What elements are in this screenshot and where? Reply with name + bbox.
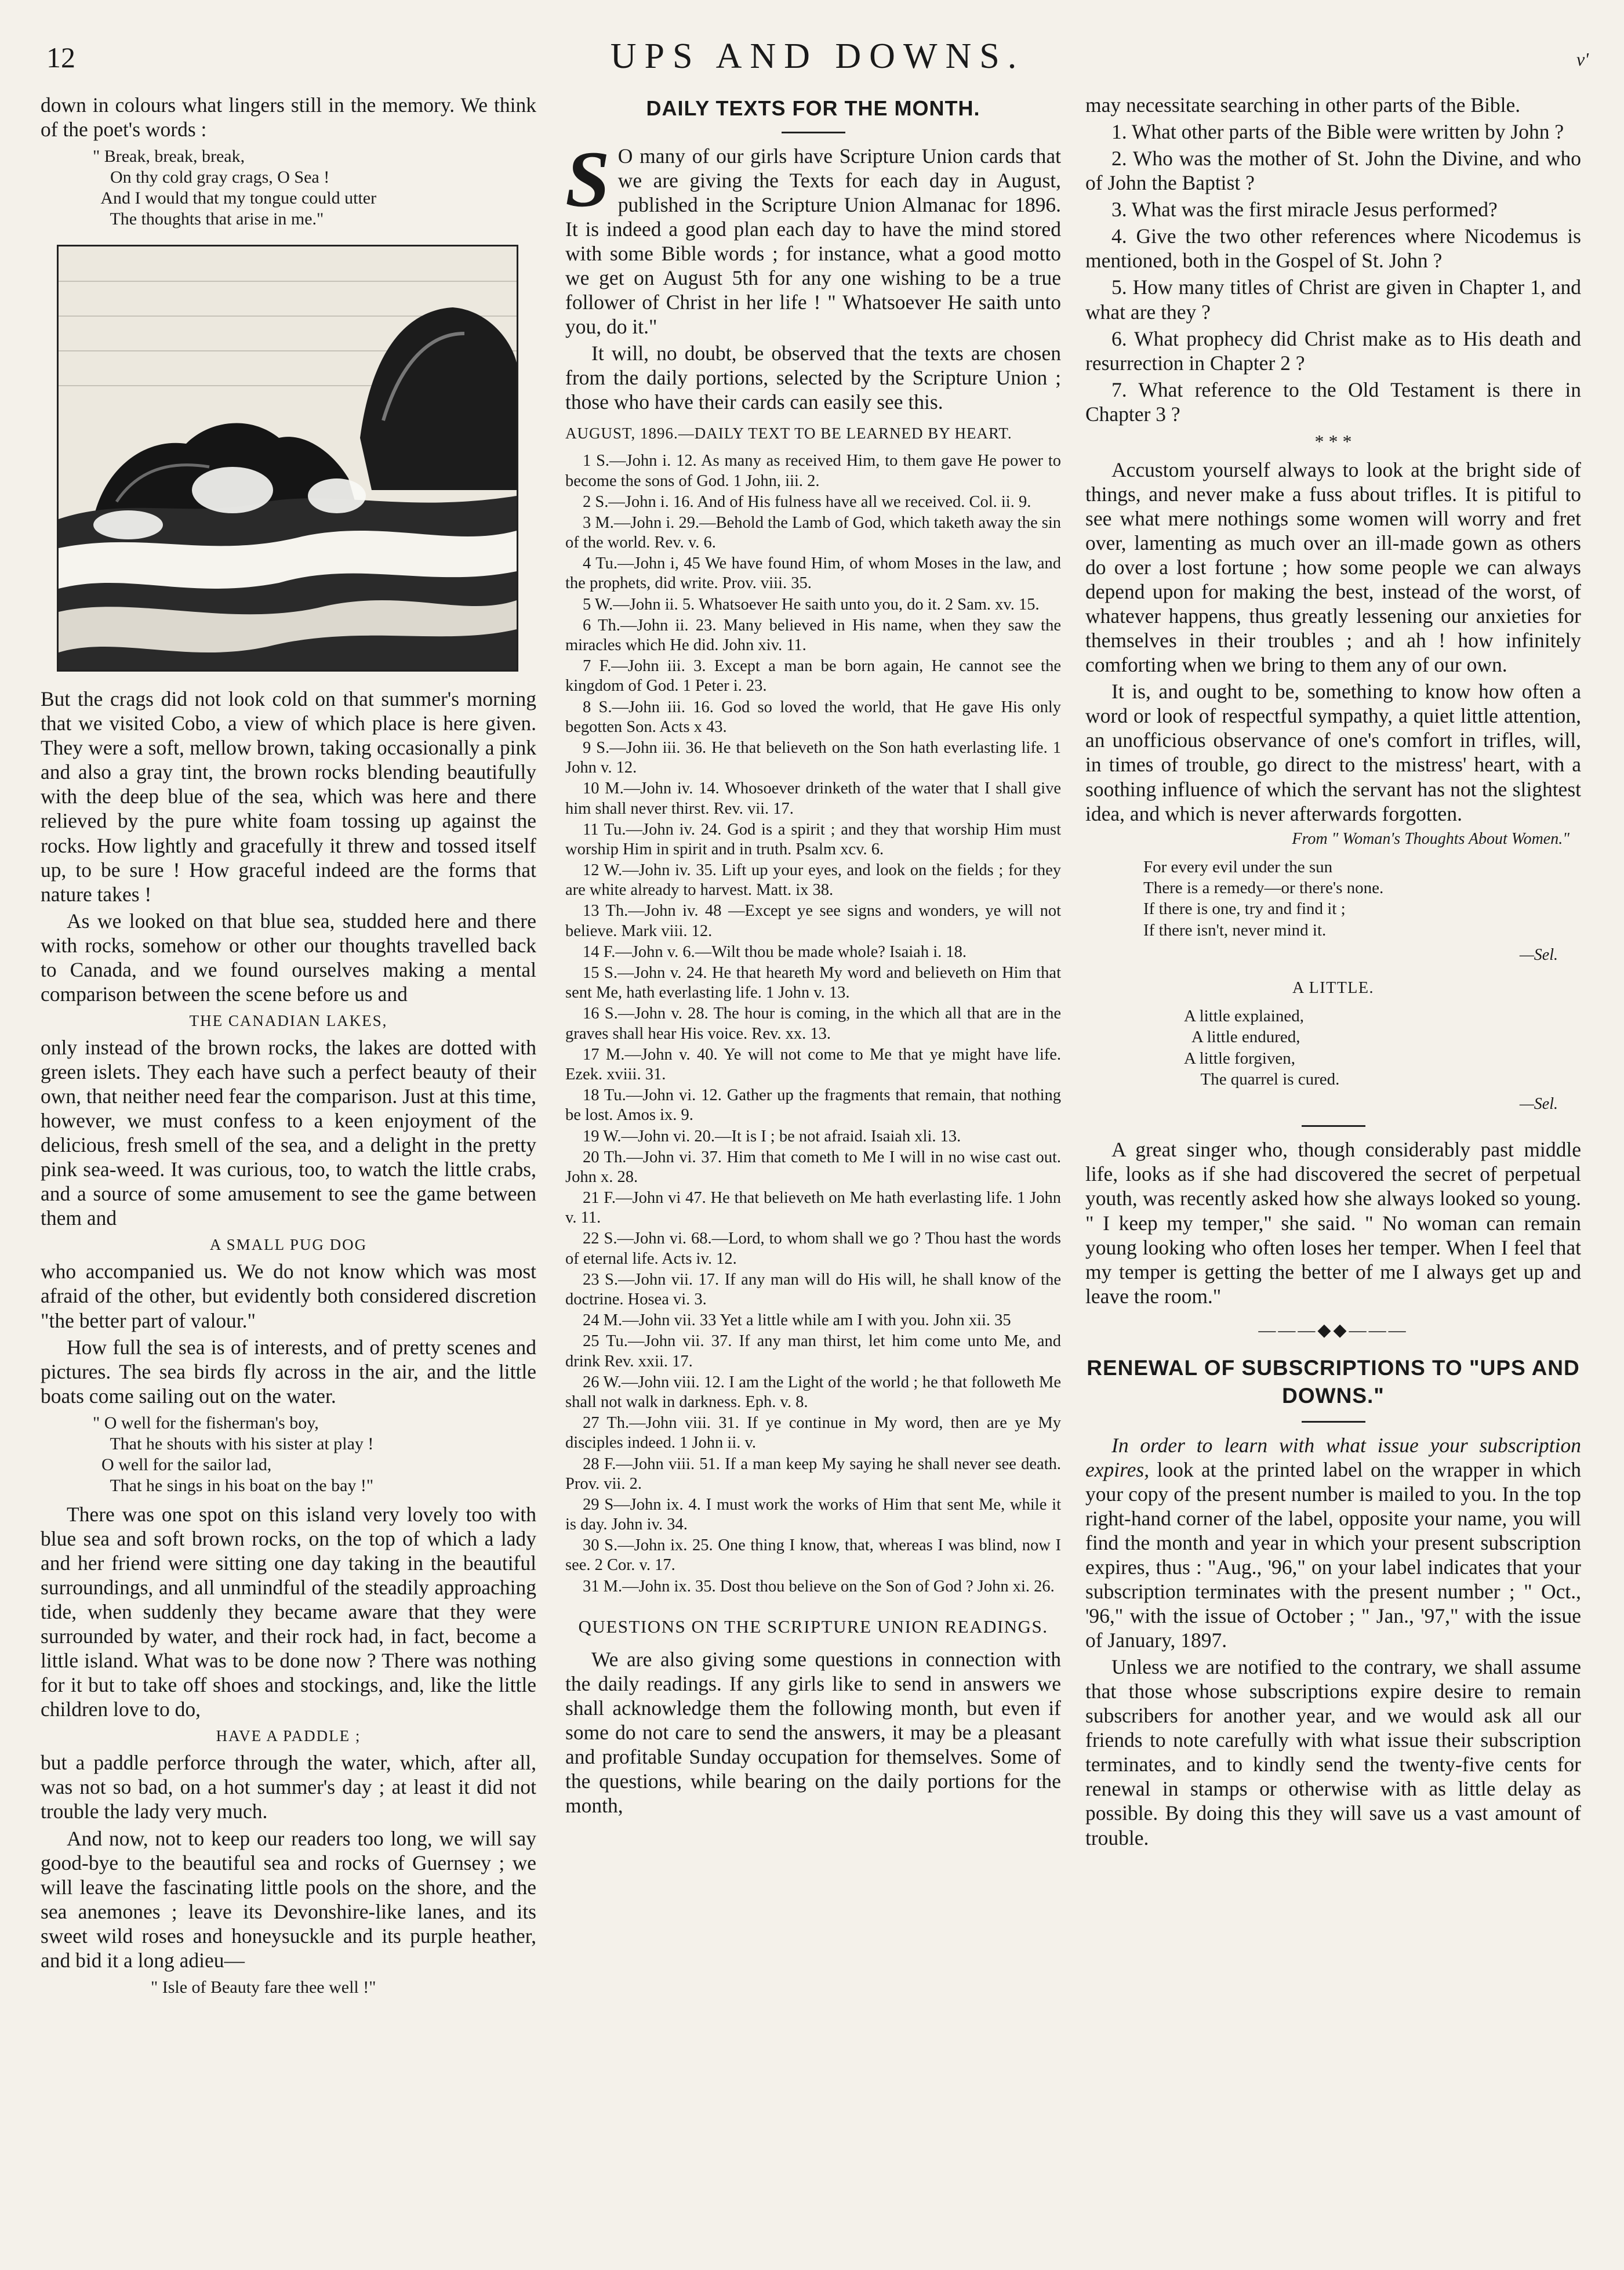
paragraph: who accompanied us. We do not know which was most afraid of the other, but evidently both considered discretion "the better part of valour." <box>41 1260 536 1332</box>
paragraph: There was one spot on this island very lovely too with blue sea and soft brown rocks, on the top of which a lady and her friend were sitting one day taking in the beautiful surroundings, and all unmindful of the steadily approaching tide, when suddenly they became aware that they were surrounded by water, and their rock had, in fact, become a little island. What was to be done now ? There was nothing for it but to take off shoes and stockings, and, like the little children love to do, <box>41 1502 536 1721</box>
sea-rocks-illustration <box>59 246 517 670</box>
poem-a-little <box>1184 1006 1581 1090</box>
subheading: THE CANADIAN LAKES, <box>189 1011 388 1029</box>
daily-text: 6 Th.—John ii. 23. Many believed in His name, when they saw the miracles which He did. John xiv. 11. <box>565 616 1061 655</box>
daily-text: 30 S.—John ix. 25. One thing I know, that, whereas I was blind, now I see. 2 Cor. v. 17. <box>565 1536 1061 1575</box>
attribution: —Sel. <box>1519 945 1558 964</box>
daily-text: 27 Th.—John viii. 31. If ye continue in My word, then are ye My disciples indeed. 1 John ii. v. <box>565 1414 1061 1452</box>
question-item: 5. How many titles of Christ are given in Chapter 1, and what are they ? <box>1085 275 1581 324</box>
paragraph: How full the sea is of interests, and of pretty scenes and pictures. The sea birds fly across in the air, and the little boats come sailing out on the water. <box>41 1335 536 1408</box>
daily-text-heading: AUGUST, 1896.—DAILY TEXT TO BE LEARNED BY HEART. <box>565 425 1012 443</box>
daily-text: 26 W.—John viii. 12. I am the Light of the world ; he that followeth Me shall not walk in darkness. Eph. v. 8. <box>565 1373 1061 1411</box>
paragraph: down in colours what lingers still in the memory. We think of the poet's words : <box>41 93 536 142</box>
poem-line: If there is one, try and find it ; <box>1143 900 1346 919</box>
daily-text: 17 M.—John v. 40. Ye will not come to Me that ye might have life. Ezek. xviii. 31. <box>565 1045 1061 1083</box>
poem-line: That he shouts with his sister at play ! <box>93 1434 374 1453</box>
divider <box>782 132 845 133</box>
daily-text: 1 S.—John i. 12. As many as received Him, to them gave He power to become the sons of God. 1 John, iii. 2. <box>565 452 1061 490</box>
daily-text: 3 M.—John i. 29.—Behold the Lamb of God, which taketh away the sin of the world. Rev. v. 6. <box>565 513 1061 552</box>
poem-title: A LITTLE. <box>1292 979 1375 997</box>
daily-text: 15 S.—John v. 24. He that heareth My word and believeth on Him that sent Me, hath everlasting life. 1 John v. 13. <box>565 964 1061 1002</box>
daily-text: 5 W.—John ii. 5. Whatsoever He saith unto you, do it. 2 Sam. xv. 15. <box>583 595 1040 614</box>
paragraph: Accustom yourself always to look at the bright side of things, and never make a fuss about trifles. It is pitiful to see what mere nothings some women will worry and fret over, lamenting as much over an ill-made gown as others do over a lost fortune ; how some people we can always depend upon for making the best, instead of the worst, of whatever happens, thus greatly lessening our anxieties for themselves in their troubles ; and ah ! how infinitely comforting when we bring to them any of our own. <box>1085 458 1581 677</box>
poem-line: A little endured, <box>1184 1028 1300 1047</box>
paragraph: only instead of the brown rocks, the lakes are dotted with green islets. They each have such a perfect beauty of their own, that neither need fear the comparison. Just at this time, however, we must confess to a keen enjoyment of the delicious, fresh smell of the sea, and a delight in the pretty pink sea-weed. It was curious, too, to watch the little crabs, and a source of some amusement to see the game between them and <box>41 1035 536 1230</box>
corner-mark: v' <box>1576 49 1589 70</box>
intro-text: O many of our girls have Scripture Union cards that we are giving the Texts for each day in August, published in the Scripture Union Almanac for 1896. It is indeed a good plan each day to have the mind stored with some Bible words ; for instance, what a good motto we get on August 5th for any one wishing to be a true follower of Christ in her life ! " Whatsoever He saith unto you, do it." <box>565 144 1061 339</box>
divider <box>1302 1421 1365 1423</box>
asterism: * * * <box>1314 430 1352 452</box>
poem-line: There is a remedy—or there's none. <box>1143 879 1384 898</box>
poem-line: That he sings in his boat on the bay !" <box>93 1475 374 1495</box>
paragraph <box>1085 1433 1581 1653</box>
poem-line: O well for the sailor lad, <box>93 1455 272 1474</box>
paragraph: may necessitate searching in other parts of the Bible. <box>1085 93 1521 117</box>
section-title-daily-texts: DAILY TEXTS FOR THE MONTH. <box>646 96 980 120</box>
daily-text: 20 Th.—John vi. 37. Him that cometh to Me I will in no wise cast out. John x. 28. <box>565 1148 1061 1186</box>
poem-every-evil <box>1143 857 1581 941</box>
poem-line: If there isn't, never mind it. <box>1143 920 1327 940</box>
question-list <box>1085 119 1581 426</box>
paragraph: And now, not to keep our readers too long, we will say good-bye to the beautiful sea and rocks of Guernsey ; we will leave the fascinating little pools on the shore, and the sea anemones ; leave its Devonshire-like lanes, and its sweet wild roses and honeysuckle and its purple heather, and bid it a long adieu— <box>41 1826 536 1972</box>
daily-text: 19 W.—John vi. 20.—It is I ; be not afraid. Isaiah xli. 13. <box>583 1127 961 1145</box>
italic-lead: In order to learn with what issue your subscription expires, <box>1085 1433 1581 1481</box>
daily-text: 8 S.—John iii. 16. God so loved the world, that He gave His only begotten Son. Acts x 43. <box>565 698 1061 736</box>
paragraph: As we looked on that blue sea, studded here and there with rocks, somehow or other our thoughts travelled back to Canada, and we found ourselves making a mental comparison between the scene before us and <box>41 909 536 1006</box>
subheading: HAVE A PADDLE ; <box>216 1727 361 1745</box>
poem-quote-fisherman <box>93 1413 536 1496</box>
daily-text: 18 Tu.—John vi. 12. Gather up the fragments that remain, that nothing be lost. Amos ix. 9. <box>565 1086 1061 1125</box>
daily-text: 14 F.—John v. 6.—Wilt thou be made whole? Isaiah i. 18. <box>583 942 967 961</box>
poem-line: On thy cold gray crags, O Sea ! <box>93 168 330 187</box>
paragraph: It is, and ought to be, something to know how often a word or look of respectful sympathy, a quiet little attention, an unofficious observance of one's comfort in trifles, will, in times of trouble, go direct to the mistress' heart, with a soothing influence of which the servant has not the slightest idea, and which is never afterwards forgotten. <box>1085 680 1581 825</box>
daily-text: 16 S.—John v. 28. The hour is coming, in the which all that are in the graves shall hear His voice. Rev. xx. 13. <box>565 1005 1061 1043</box>
poem-line: For every evil under the sun <box>1143 857 1333 876</box>
questions-heading: QUESTIONS ON THE SCRIPTURE UNION READINGS. <box>578 1616 1048 1637</box>
poem-quote-break <box>93 146 536 230</box>
paragraph: We are also giving some questions in connection with the daily readings. If any girls like to send in answers we shall acknowledge them the following month, but even if some do not care to send the answers, it may be a pleasant and profitable Sunday occupation for themselves. Some of the questions, while bearing on the daily portions for the month, <box>565 1647 1061 1817</box>
engraving-cobo-rocks <box>57 245 518 672</box>
page-header <box>46 36 1589 88</box>
poem-line: The quarrel is cured. <box>1184 1069 1340 1089</box>
question-item: 7. What reference to the Old Testament is there in Chapter 3 ? <box>1085 378 1581 426</box>
daily-text: 4 Tu.—John i, 45 We have found Him, of whom Moses in the law, and the prophets, did write. Prov. viii. 35. <box>565 554 1061 593</box>
daily-text: 28 F.—John viii. 51. If a man keep My saying he shall never see death. Prov. vii. 2. <box>565 1455 1061 1493</box>
daily-text: 31 M.—John ix. 35. Dost thou believe on the Son of God ? John xi. 26. <box>583 1577 1055 1595</box>
column-1 <box>41 93 536 2004</box>
daily-text: 12 W.—John iv. 35. Lift up your eyes, and look on the fields ; for they are white already to harvest. Matt. ix 38. <box>565 861 1061 900</box>
paragraph: Unless we are notified to the contrary, we shall assume that those whose subscriptions expire desire to remain subscribers for another year, and we would ask all our friends to note carefully with what issue their subscription terminates, and to kindly send the twenty-five cents for renewal in stamps or otherwise with as little delay as possible. By doing this they will save us a vast amount of trouble. <box>1085 1655 1581 1850</box>
section-title-renewal: RENEWAL OF SUBSCRIPTIONS TO "UPS AND DOWNS." <box>1087 1356 1580 1408</box>
divider <box>1302 1125 1365 1127</box>
daily-text: 11 Tu.—John iv. 24. God is a spirit ; and they that worship Him must worship Him in spirit and in truth. Psalm xcv. 6. <box>565 820 1061 858</box>
question-item: 4. Give the two other references where Nicodemus is mentioned, both in the Gospel of St. John ? <box>1085 224 1581 273</box>
daily-text: 23 S.—John vii. 17. If any man will do His will, he shall know of the doctrine. Hosea vi. 3. <box>565 1270 1061 1309</box>
ornament-divider: ———◆◆——— <box>1258 1320 1408 1340</box>
daily-text: 25 Tu.—John vii. 37. If any man thirst, let him come unto Me, and drink Rev. xxii. 17. <box>565 1332 1061 1370</box>
question-item: 2. Who was the mother of St. John the Divine, and who of John the Baptist ? <box>1085 147 1581 195</box>
question-item: 1. What other parts of the Bible were written by John ? <box>1111 120 1564 144</box>
daily-text: 10 M.—John iv. 14. Whosoever drinketh of the water that I shall give him shall never thirst. Rev. vii. 17. <box>565 779 1061 818</box>
paragraph-rest: look at the printed label on the wrapper in which your copy of the present number is mailed to you. In the top right-hand corner of the label, opposite your name, you will find the month and year in which your present subscription expires, thus : "Aug., '96," on your label indicates that your subscription terminates with the present number ; " Oct., '96," with the issue of October ; " Jan., '97," with the issue of January, 1897. <box>1085 1457 1581 1652</box>
daily-text: 9 S.—John iii. 36. He that believeth on the Son hath everlasting life. 1 John v. 12. <box>565 738 1061 777</box>
daily-text: 13 Th.—John iv. 48 —Except ye see signs and wonders, ye will not believe. Mark viii. 12. <box>565 902 1061 940</box>
poem-line: And I would that my tongue could utter <box>93 188 377 208</box>
paragraph: It will, no doubt, be observed that the texts are chosen from the daily portions, selected by the Scripture Union ; those who have their cards can easily see this. <box>565 342 1061 414</box>
question-item: 3. What was the first miracle Jesus performed? <box>1111 198 1498 222</box>
daily-text: 7 F.—John iii. 3. Except a man be born again, He cannot see the kingdom of God. 1 Peter i. 23. <box>565 657 1061 695</box>
daily-text: 24 M.—John vii. 33 Yet a little while am I with you. John xii. 35 <box>583 1311 1011 1330</box>
paragraph-intro <box>565 134 1061 339</box>
paragraph: But the crags did not look cold on that summer's morning that we visited Cobo, a view of which place is here given. They were a soft, mellow brown, taking occasionally a pink and also a gray tint, the brown rocks blending beautifully with the deep blue of the sea, which was here and there relieved by the pure white foam tossing up against the rocks. How lightly and gracefully it threw and tossed itself up, to be sure ! How graceful indeed are the forms that nature takes ! <box>41 687 536 906</box>
poem-line: " Break, break, break, <box>93 147 245 166</box>
poem-line: A little explained, <box>1184 1007 1304 1026</box>
column-2 <box>565 93 1061 1820</box>
poem-line: " O well for the fisherman's boy, <box>93 1413 319 1433</box>
daily-text: 21 F.—John vi 47. He that believeth on Me hath everlasting life. 1 John v. 11. <box>565 1189 1061 1227</box>
closing-quote: " Isle of Beauty fare thee well !" <box>151 1977 376 1997</box>
poem-line: A little forgiven, <box>1184 1049 1295 1068</box>
drop-cap: S <box>565 134 610 223</box>
daily-text: 22 S.—John vi. 68.—Lord, to whom shall we go ? Thou hast the words of eternal life. Acts iv. 12. <box>565 1230 1061 1268</box>
paragraph: but a paddle perforce through the water, which, after all, was not so bad, on a hot summer's day ; at least it did not trouble the lady very much. <box>41 1751 536 1823</box>
subheading: A SMALL PUG DOG <box>209 1236 368 1254</box>
running-title: UPS AND DOWNS. <box>610 37 1025 76</box>
citation: From " Woman's Thoughts About Women." <box>1292 829 1569 848</box>
poem-line: The thoughts that arise in me." <box>93 209 324 229</box>
attribution: —Sel. <box>1519 1095 1558 1114</box>
column-3 <box>1085 93 1581 1852</box>
question-item: 6. What prophecy did Christ make as to His death and resurrection in Chapter 2 ? <box>1085 327 1581 375</box>
page-number: 12 <box>46 41 75 74</box>
daily-text: 29 S—John ix. 4. I must work the works of Him that sent Me, while it is day. John iv. 34. <box>565 1495 1061 1534</box>
daily-text-list <box>565 451 1061 1597</box>
daily-text: 2 S.—John i. 16. And of His fulness have all we received. Col. ii. 9. <box>583 492 1031 511</box>
paragraph: A great singer who, though considerably past middle life, looks as if she had discovered the secret of perpetual youth, was recently asked how she always looked so young. " I keep my temper," she said. " No woman can remain young looking who often loses her temper. When I feel that my temper is getting the better of me I always get up and leave the room." <box>1085 1138 1581 1308</box>
